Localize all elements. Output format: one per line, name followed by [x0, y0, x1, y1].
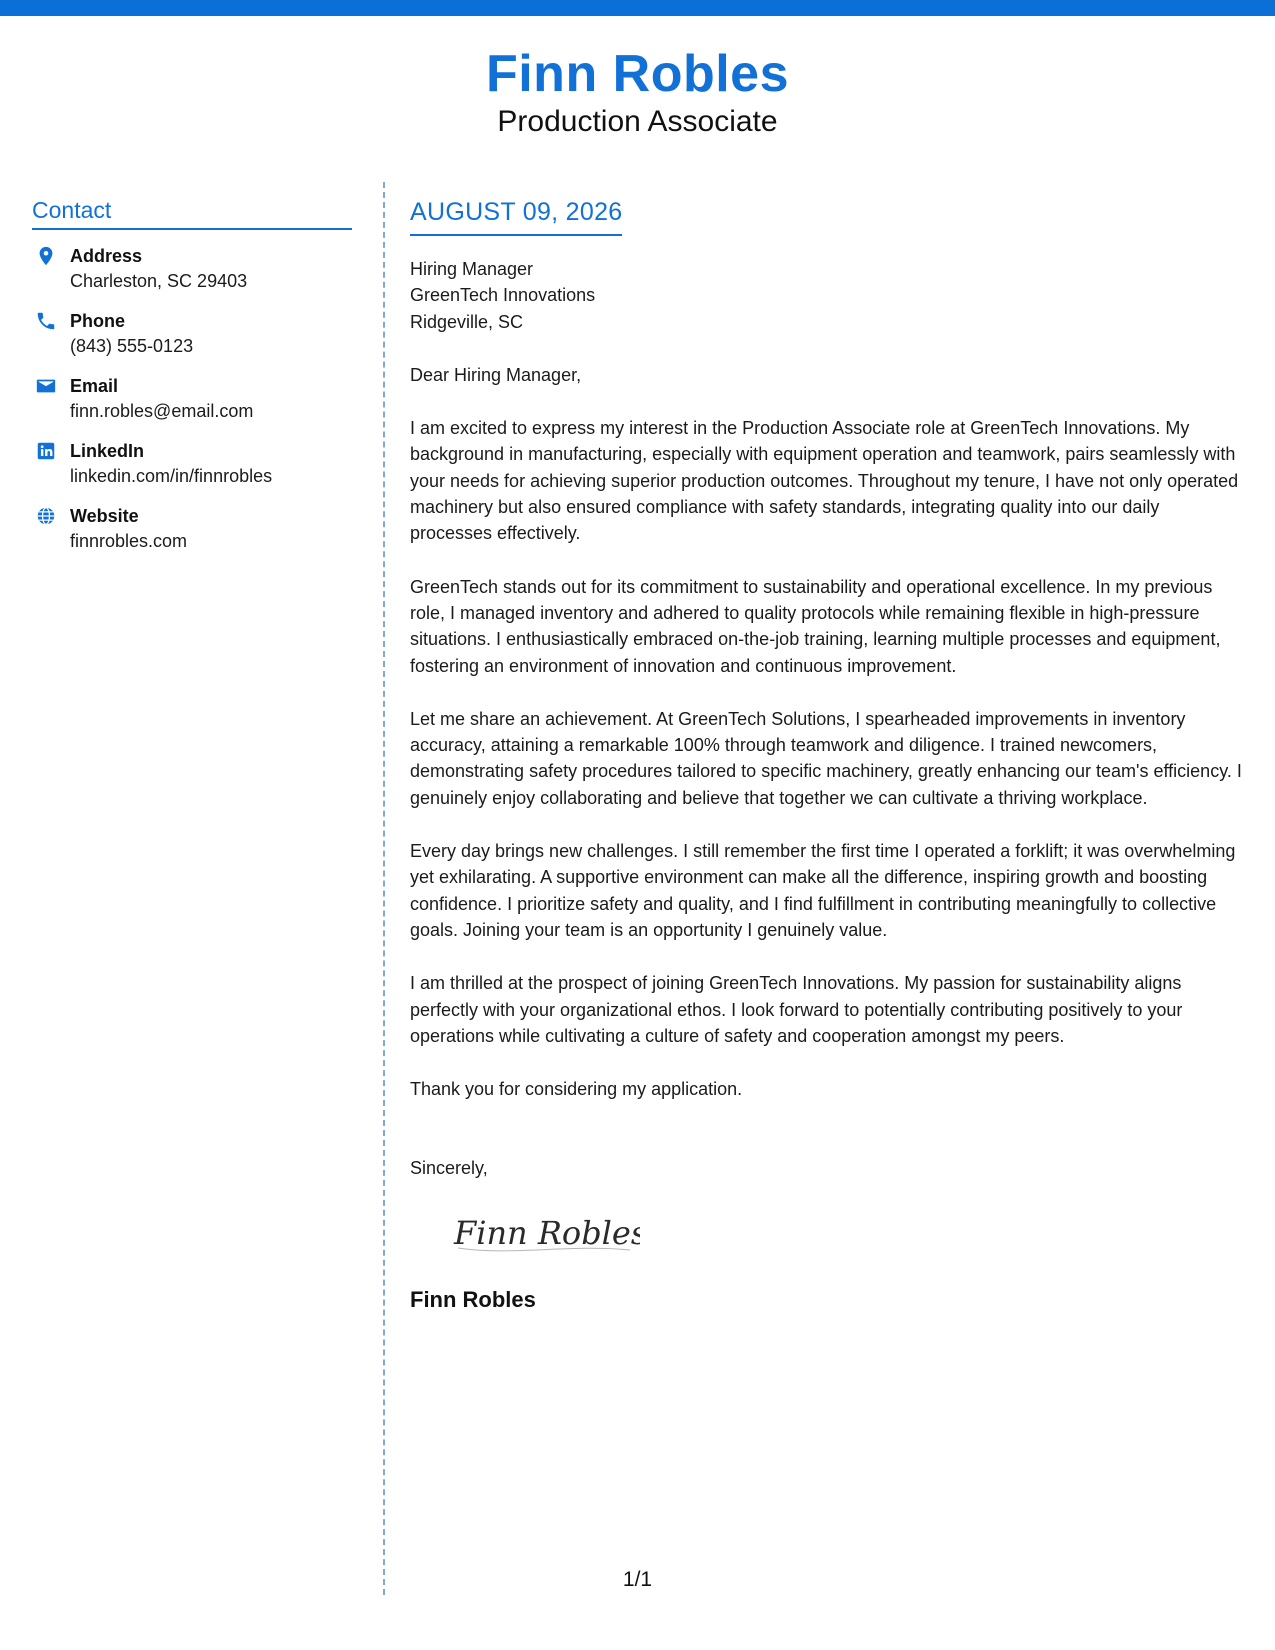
contact-label: LinkedIn: [70, 441, 145, 461]
contact-sidebar: [32, 196, 352, 569]
body-paragraph: I am excited to express my interest in the Production Associate role at GreenTech Innovations. My background in manufacturing, especially with equipment operation and teamwork, pairs seamlessly with your needs for achieving superior production outcomes. Throughout my tenure, I have not only operated machinery but also ensured compliance with safety standards, integrating quality into our daily processes effectively.: [410, 418, 1239, 544]
svg-text:Finn Robles: Finn Robles: [454, 1213, 640, 1252]
contact-heading: Contact: [32, 196, 352, 230]
address-value: Charleston, SC 29403: [70, 271, 248, 291]
handwritten-signature: [450, 1204, 640, 1264]
contact-label: Website: [70, 506, 139, 526]
globe-icon: [35, 505, 57, 527]
applicant-name: Finn Robles: [485, 45, 790, 103]
page-number: 1/1: [622, 1568, 653, 1591]
envelope-icon: [35, 375, 57, 397]
contact-item-email: [32, 374, 352, 424]
contact-item-phone: [32, 309, 352, 359]
website-value: finnrobles.com: [70, 531, 188, 551]
letter-body: [410, 196, 1245, 1313]
linkedin-icon: [35, 440, 57, 462]
recipient-block: [410, 256, 1245, 335]
linkedin-value: linkedin.com/in/finnrobles: [70, 466, 273, 486]
contact-label: Address: [70, 246, 143, 266]
top-accent-bar: [0, 0, 1275, 16]
letter-header: [0, 42, 1275, 140]
phone-value: (843) 555-0123: [70, 336, 194, 356]
phone-icon: [35, 310, 57, 332]
recipient-title: Hiring Manager: [410, 259, 534, 279]
body-paragraph: Thank you for considering my application.: [410, 1079, 743, 1100]
contact-label: Email: [70, 376, 119, 396]
applicant-role: Production Associate: [497, 105, 778, 138]
email-value: finn.robles@email.com: [70, 401, 254, 421]
body-paragraph: GreenTech stands out for its commitment to sustainability and operational excellence. In my previous role, I managed inventory and adhered to quality protocols while remaining flexible in high-pressure situations. I enthusiastically embraced on-the-job training, learning multiple processes and equipment, fostering an environment of innovation and continuous improvement.: [410, 576, 1221, 676]
closing: Sincerely,: [410, 1158, 488, 1179]
salutation: Dear Hiring Manager,: [410, 364, 582, 385]
contact-item-linkedin: [32, 439, 352, 489]
contact-label: Phone: [70, 311, 126, 331]
contact-item-website: [32, 504, 352, 554]
letter-date: AUGUST 09, 2026: [410, 196, 622, 236]
body-paragraph: I am thrilled at the prospect of joining GreenTech Innovations. My passion for sustainability aligns perfectly with your organizational ethos. I look forward to potentially contributing positively to your operations while cultivating a culture of safety and cooperation amongst my peers.: [410, 973, 1183, 1046]
column-divider: [383, 182, 385, 1595]
map-pin-icon: [35, 245, 57, 267]
recipient-location: Ridgeville, SC: [410, 311, 524, 332]
body-paragraph: Every day brings new challenges. I still remember the first time I operated a forklift; it was overwhelming yet exhilarating. A supportive environment can make all the difference, inspiring growth and boosting confidence. I prioritize safety and quality, and I find fulfillment in contributing meaningfully to collective goals. Joining your team is an opportunity I genuinely value.: [410, 841, 1236, 940]
contact-item-address: [32, 244, 352, 294]
body-paragraph: Let me share an achievement. At GreenTech Solutions, I spearheaded improvements in inventory accuracy, attaining a remarkable 100% through teamwork and diligence. I trained newcomers, demonstrating safety procedures tailored to specific machinery, greatly enhancing our team's efficiency. I genuinely enjoy collaborating and believe that together we can cultivate a thriving workplace.: [410, 708, 1242, 808]
recipient-company: GreenTech Innovations: [410, 285, 596, 306]
contact-list: [32, 244, 352, 554]
signature-name: Finn Robles: [410, 1287, 536, 1313]
